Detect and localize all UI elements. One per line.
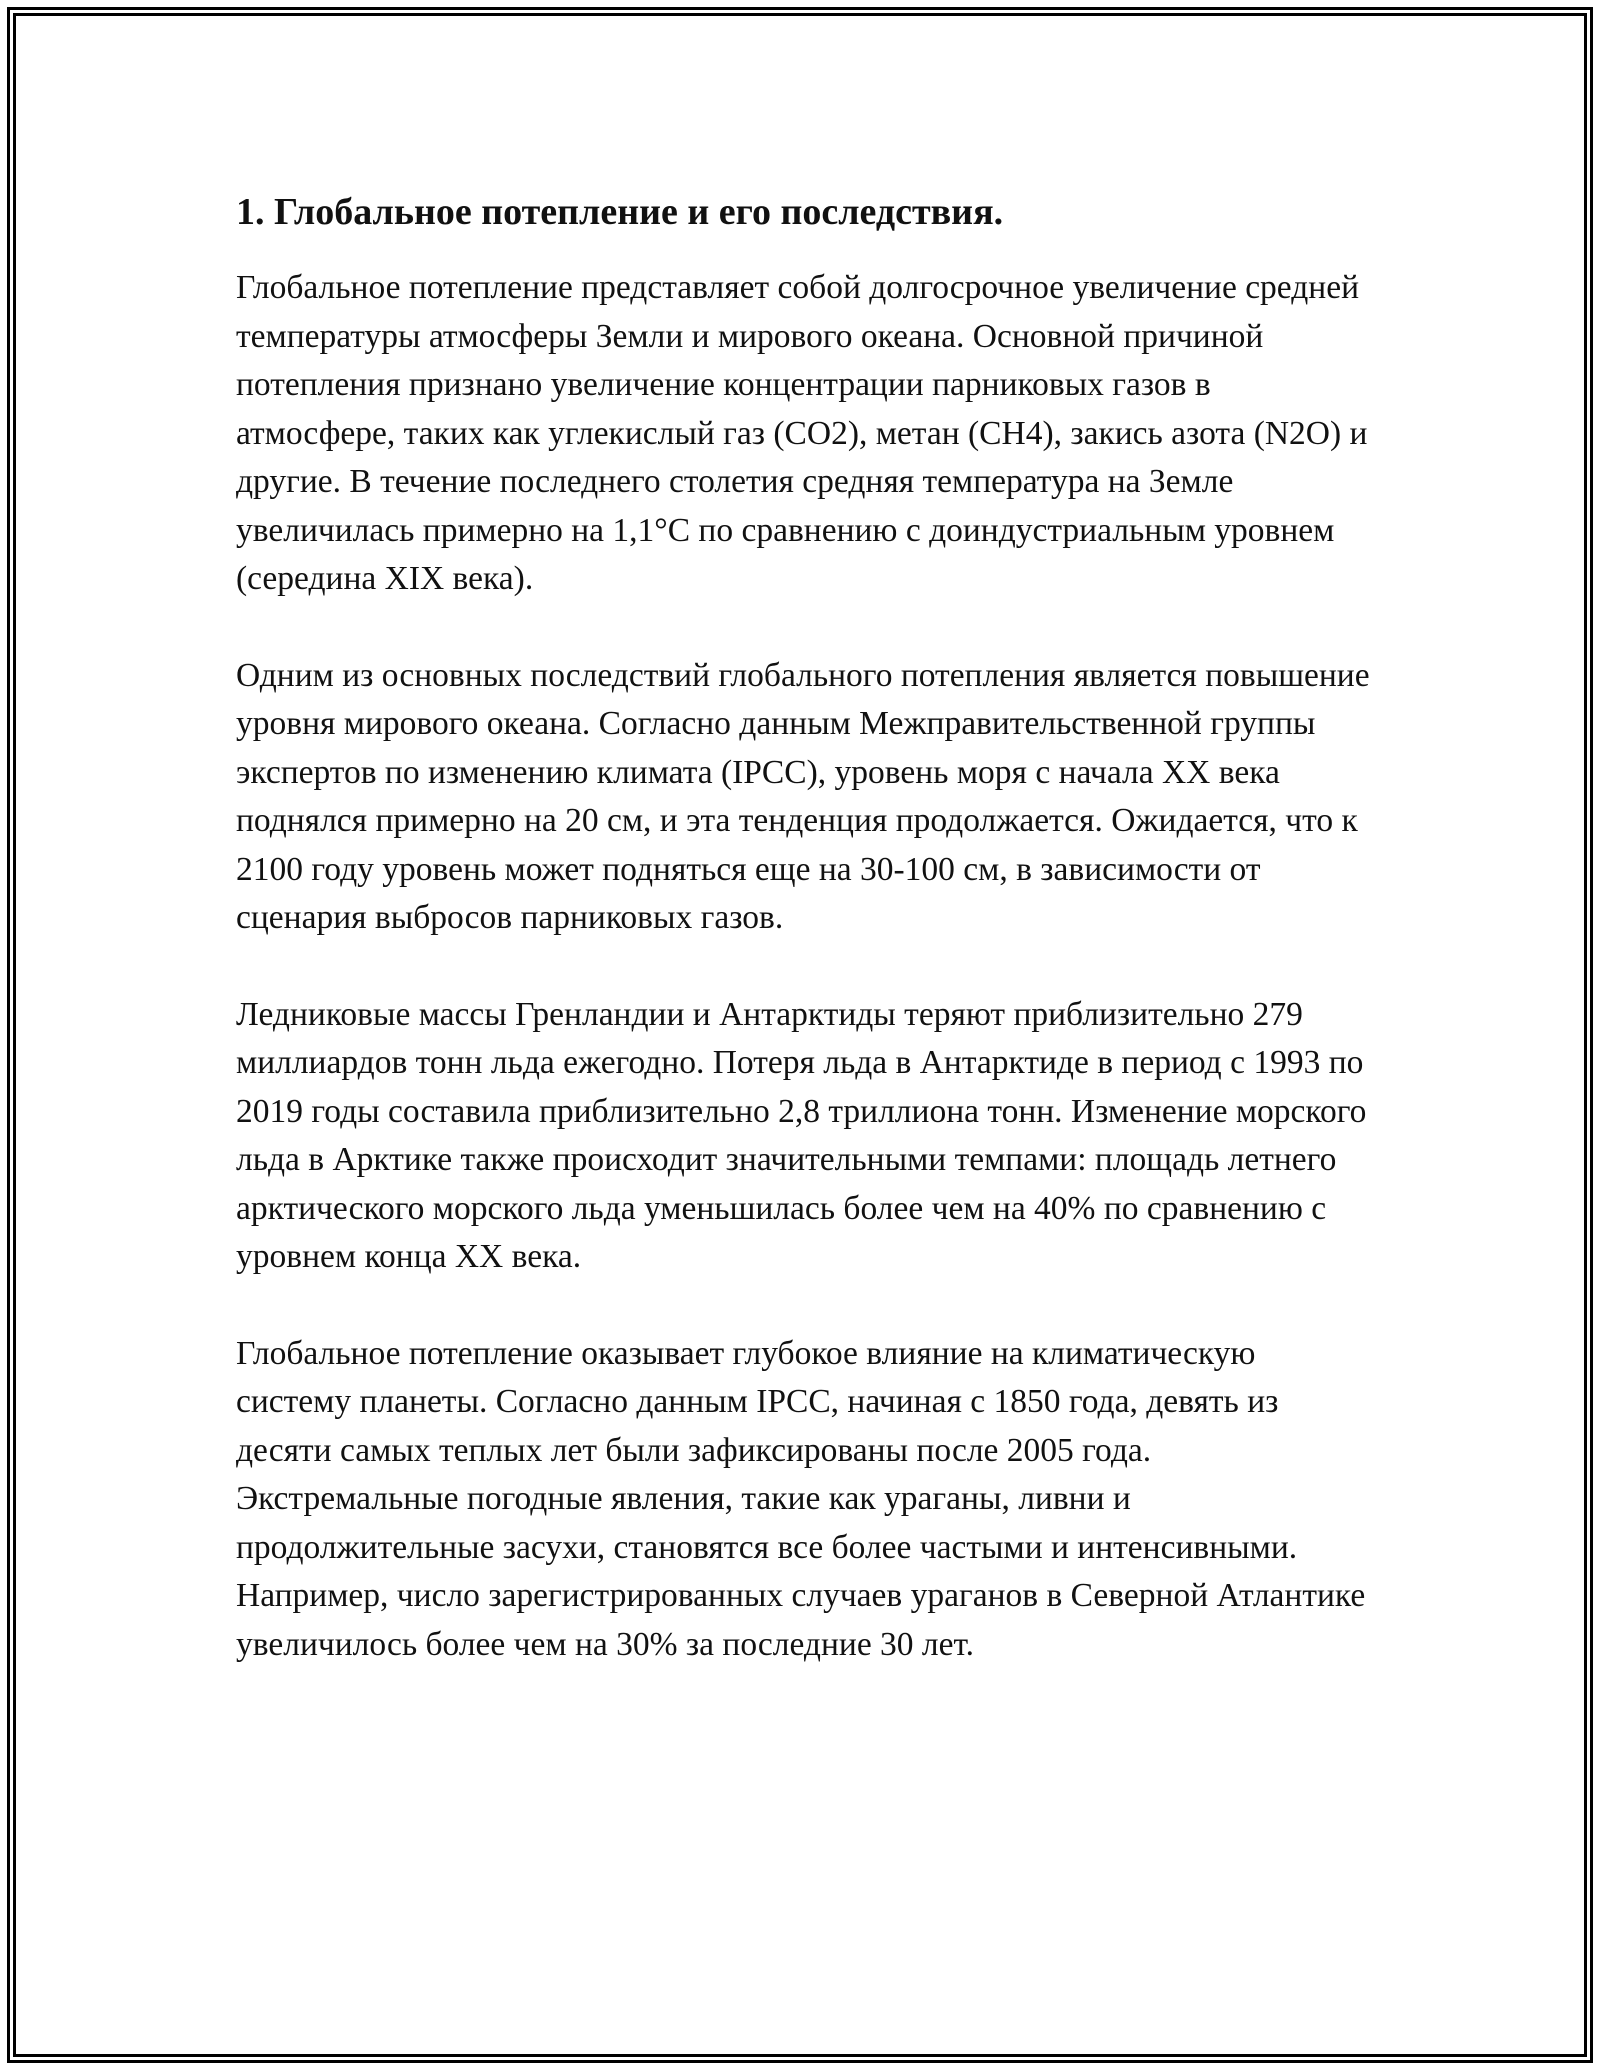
paragraph-ice-loss: Ледниковые массы Гренландии и Антарктиды теряют приблизительно 279 миллиардов тонн льда ежегодно. Потеря льда в Антарктиде в период с 1993 по 2019 годы составила приблизительно 2,8 триллиона тонн. Изменение морского льда в Арктике также происходит значительными темпами: площадь летнего арктического морского льда уменьшилась более чем на 40% по сравнению с уровнем конца XX века. (236, 995, 1367, 1275)
paragraph-climate-extremes: Глобальное потепление оказывает глубокое влияние на климатическую систему планеты. Согласно данным IPCC, начиная с 1850 года, девять из десяти самых теплых лет были зафиксированы после 2005 года. Экстремальные погодные явления, такие как ураганы, ливни и продолжительные засухи, становятся все более частыми и интенсивными. Например, число зарегистрированных случаев ураганов в Северной Атлантике увеличилось более чем на 30% за последние 30 лет. (236, 1334, 1366, 1663)
section-heading: 1. Глобальное потепление и его последствия. (236, 191, 1004, 233)
paragraph-global-warming-definition: Глобальное потепление представляет собой долгосрочное увеличение средней температуры атмосферы Земли и мирового океана. Основной причиной потепления признано увеличение концентрации парниковых газов в атмосфере, таких как углекислый газ (CO2), метан (CH4), закись азота (N2O) и другие. В течение последнего столетия средняя температура на Земле увеличилась примерно на 1,1°C по сравнению с доиндустриальным уровнем (середина XIX века). (236, 269, 1368, 597)
paragraph-sea-level-rise: Одним из основных последствий глобального потепления является повышение уровня мирового океана. Согласно данным Межправительственной группы экспертов по изменению климата (IPCC), уровень моря с начала XX века поднялся примерно на 20 см, и эта тенденция продолжается. Ожидается, что к 2100 году уровень может подняться еще на 30-100 см, в зависимости от сценария выбросов парниковых газов. (236, 656, 1370, 936)
document-body (236, 188, 1376, 1717)
